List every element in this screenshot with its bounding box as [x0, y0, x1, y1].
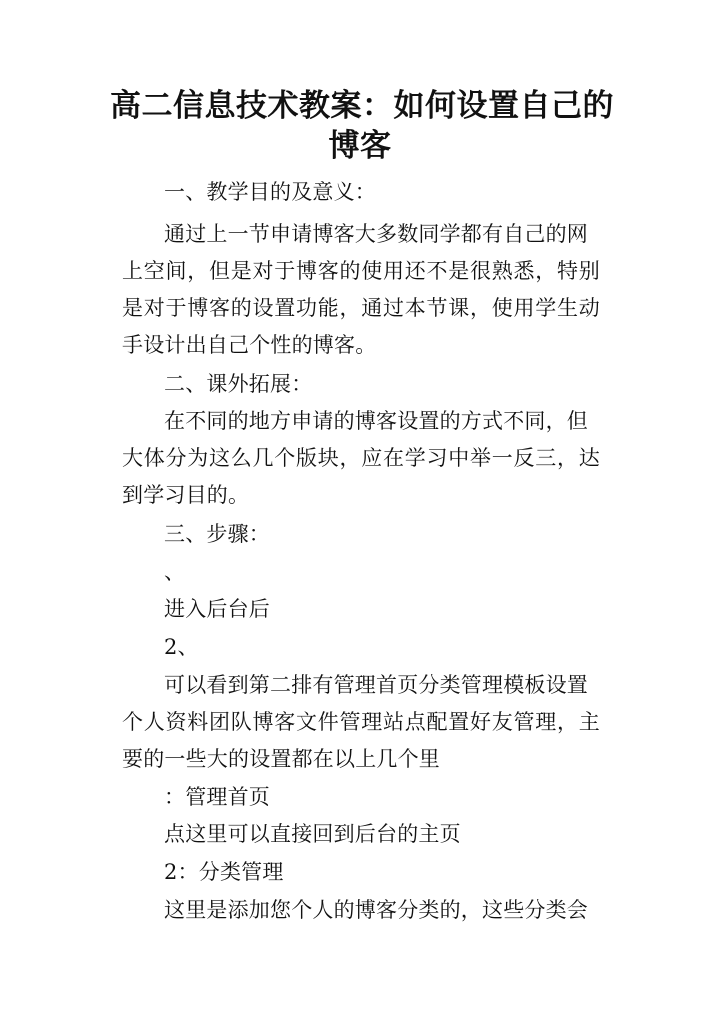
- step-marker: 、: [164, 560, 186, 584]
- paragraph-line: 个人资料团队博客文件管理站点配置好友管理，主: [122, 710, 600, 734]
- document-title-line-1: 高二信息技术教案：如何设置自己的: [110, 88, 614, 124]
- paragraph-line: 在不同的地方申请的博客设置的方式不同，但: [164, 409, 588, 433]
- paragraph-line: 通过上一节申请博客大多数同学都有自己的网: [164, 222, 588, 246]
- paragraph-line: 到学习目的。: [122, 483, 250, 507]
- section-heading-extension: 二、课外拓展：: [164, 372, 313, 396]
- paragraph-line: 要的一些大的设置都在以上几个里: [122, 747, 440, 771]
- subheading-management-home: ：管理首页: [164, 785, 270, 809]
- paragraph-line: 上空间，但是对于博客的使用还不是很熟悉，特别: [122, 259, 600, 283]
- document-title-line-2: 博客: [328, 128, 392, 164]
- paragraph-line: 大体分为这么几个版块，应在学习中举一反三，达: [122, 446, 600, 470]
- section-heading-objectives: 一、教学目的及意义：: [164, 180, 376, 204]
- paragraph-line: 点这里可以直接回到后台的主页: [164, 822, 461, 846]
- paragraph-line: 可以看到第二排有管理首页分类管理模板设置: [164, 673, 588, 697]
- paragraph-line: 这里是添加您个人的博客分类的，这些分类会: [164, 898, 588, 922]
- section-heading-steps: 三、步骤：: [164, 522, 270, 546]
- subheading-category-management: 2：分类管理: [164, 860, 284, 884]
- step-text: 进入后台后: [164, 597, 270, 621]
- paragraph-line: 手设计出自己个性的博客。: [122, 333, 377, 357]
- paragraph-line: 是对于博客的设置功能，通过本节课，使用学生动: [122, 296, 600, 320]
- step-marker: 2、: [164, 635, 199, 659]
